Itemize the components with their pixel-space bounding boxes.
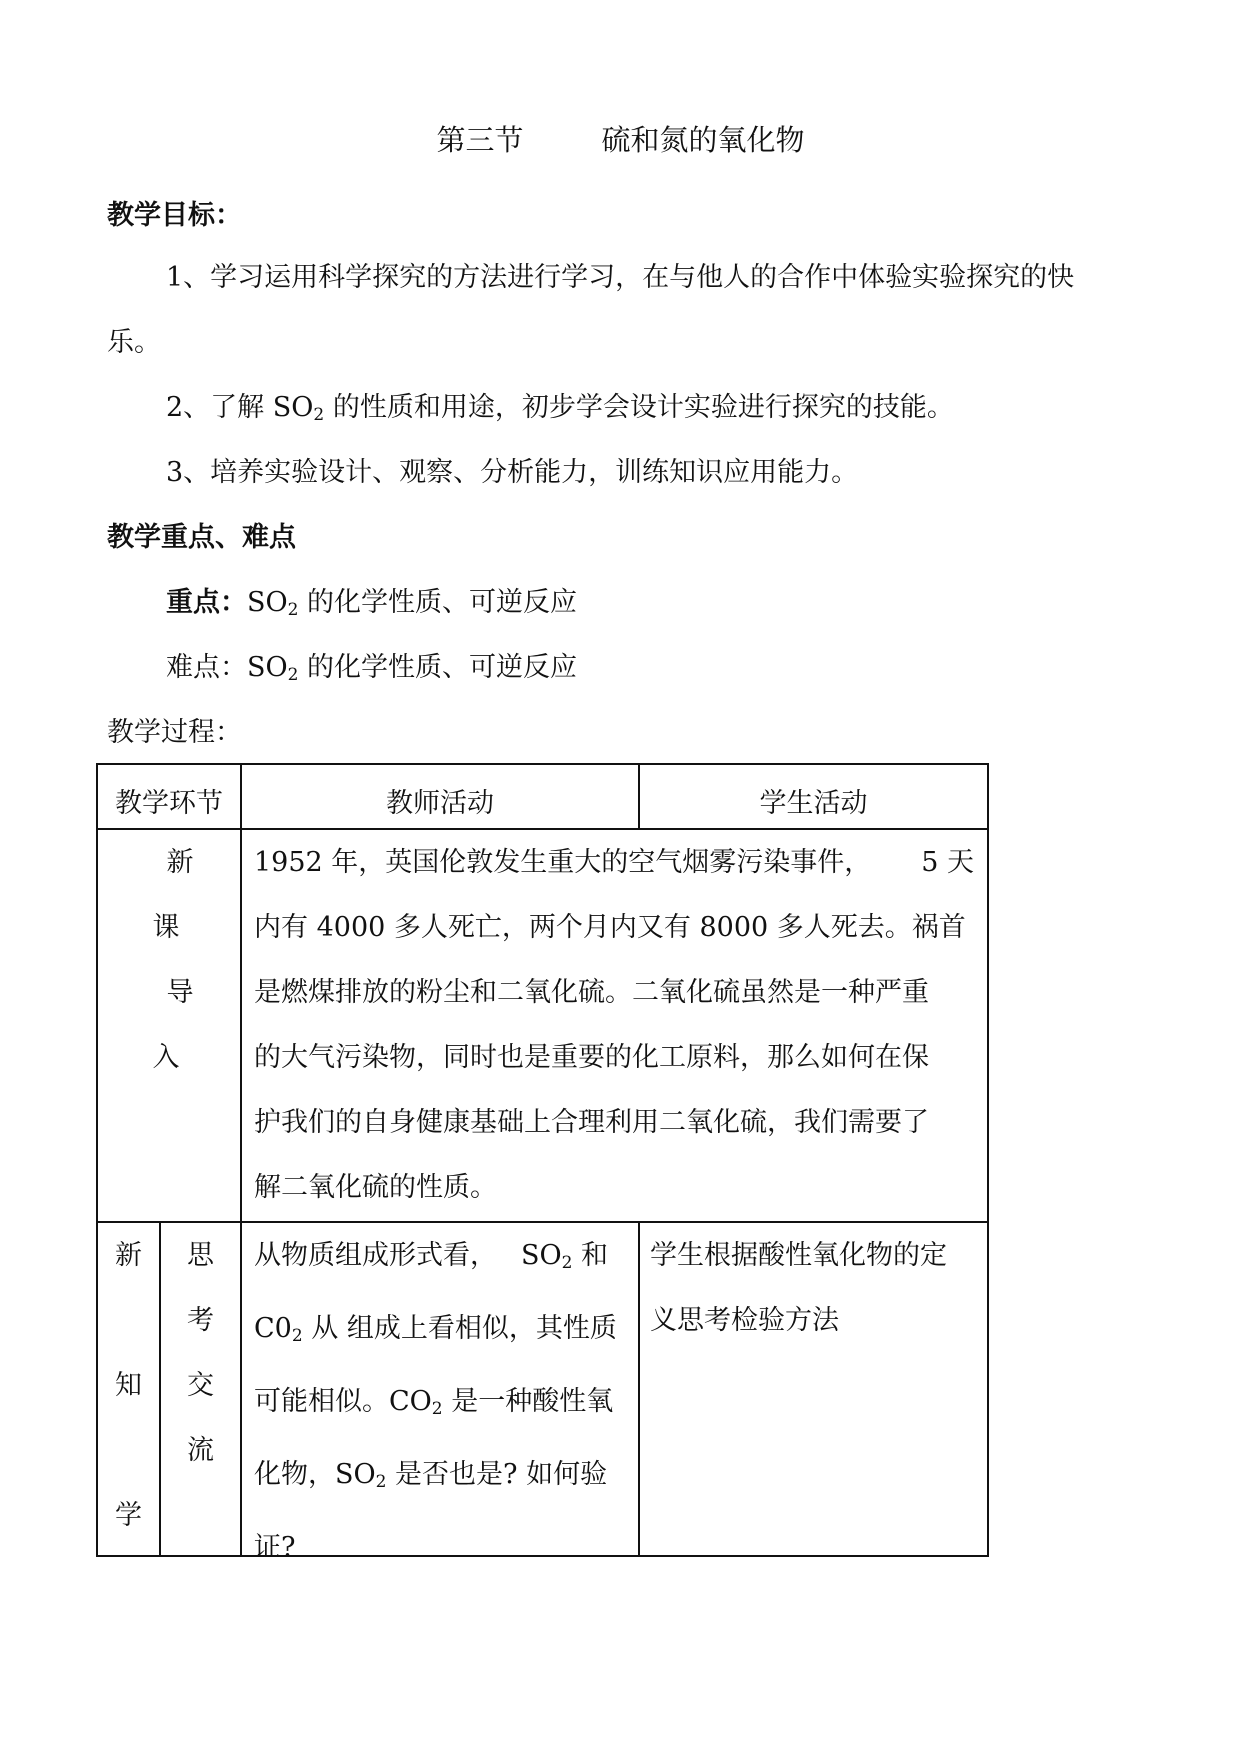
objective-2: 2、了解 $SO_2$ 的性质和用途，初步学会设计实验进行探究的技能。 [166, 392, 954, 425]
objectives-heading: 教学目标： [107, 200, 242, 231]
header-stage: 教学环节 [115, 788, 223, 819]
keypoints-heading: 教学重点、难点 [107, 522, 296, 553]
row1-stage: 新 课 导 入 [152, 847, 194, 1073]
header-teacher: 教师活动 [386, 788, 494, 819]
row1-teacher-activity: 1952 年，英国伦敦发生重大的空气烟雾污染事件， 5 天 内有 4000 多人死亡，两个月内又有 8000 多人死去。祸首 是燃煤排放的粉尘和二氧化硫。二氧化硫虽然是一种严重 的大气污染物，同时也是重要的化工原料，那么如何在保 护我们的自身健康基础上合理利用二氧化硫，我们需要了 解二氧化硫的性质。 [254, 847, 974, 1203]
objective-1-line1: 1、学习运用科学探究的方法进行学习，在与他人的合作中体验实验探究的快 [166, 262, 1075, 293]
difficult-point: 难点：$SO_2$ 的化学性质、可逆反应 [166, 652, 578, 685]
header-student: 学生活动 [759, 788, 868, 819]
teaching-process-table [96, 763, 989, 1563]
row2-stage-outer: 新 知 学 [115, 1240, 142, 1531]
page-title [0, 118, 1241, 159]
objective-3: 3、培养实验设计、观察、分析能力，训练知识应用能力。 [166, 457, 859, 488]
objective-1-line2: 乐。 [107, 327, 161, 358]
process-heading: 教学过程： [107, 717, 242, 748]
title-section: 第三节 [436, 123, 524, 157]
title-topic: 硫和氮的氧化物 [601, 123, 805, 157]
row2-teacher-activity: 从物质组成形式看， $SO_2$ 和 $C0_2$ 从 组成上看相似，其性质 可能相似。$CO_2$ 是一种酸性氧 化物，$SO_2$ 是否也是? 如何验 证? [254, 1240, 617, 1563]
key-point: 重点：$SO_2$ 的化学性质、可逆反应 [166, 587, 578, 620]
row2-stage-inner: 思 考 交 流 [187, 1240, 214, 1466]
table-col-rule-1 [240, 765, 242, 1555]
table-col-rule-2b [638, 1221, 640, 1555]
row2-student-activity: 学生根据酸性氧化物的定 义思考检验方法 [650, 1240, 947, 1336]
